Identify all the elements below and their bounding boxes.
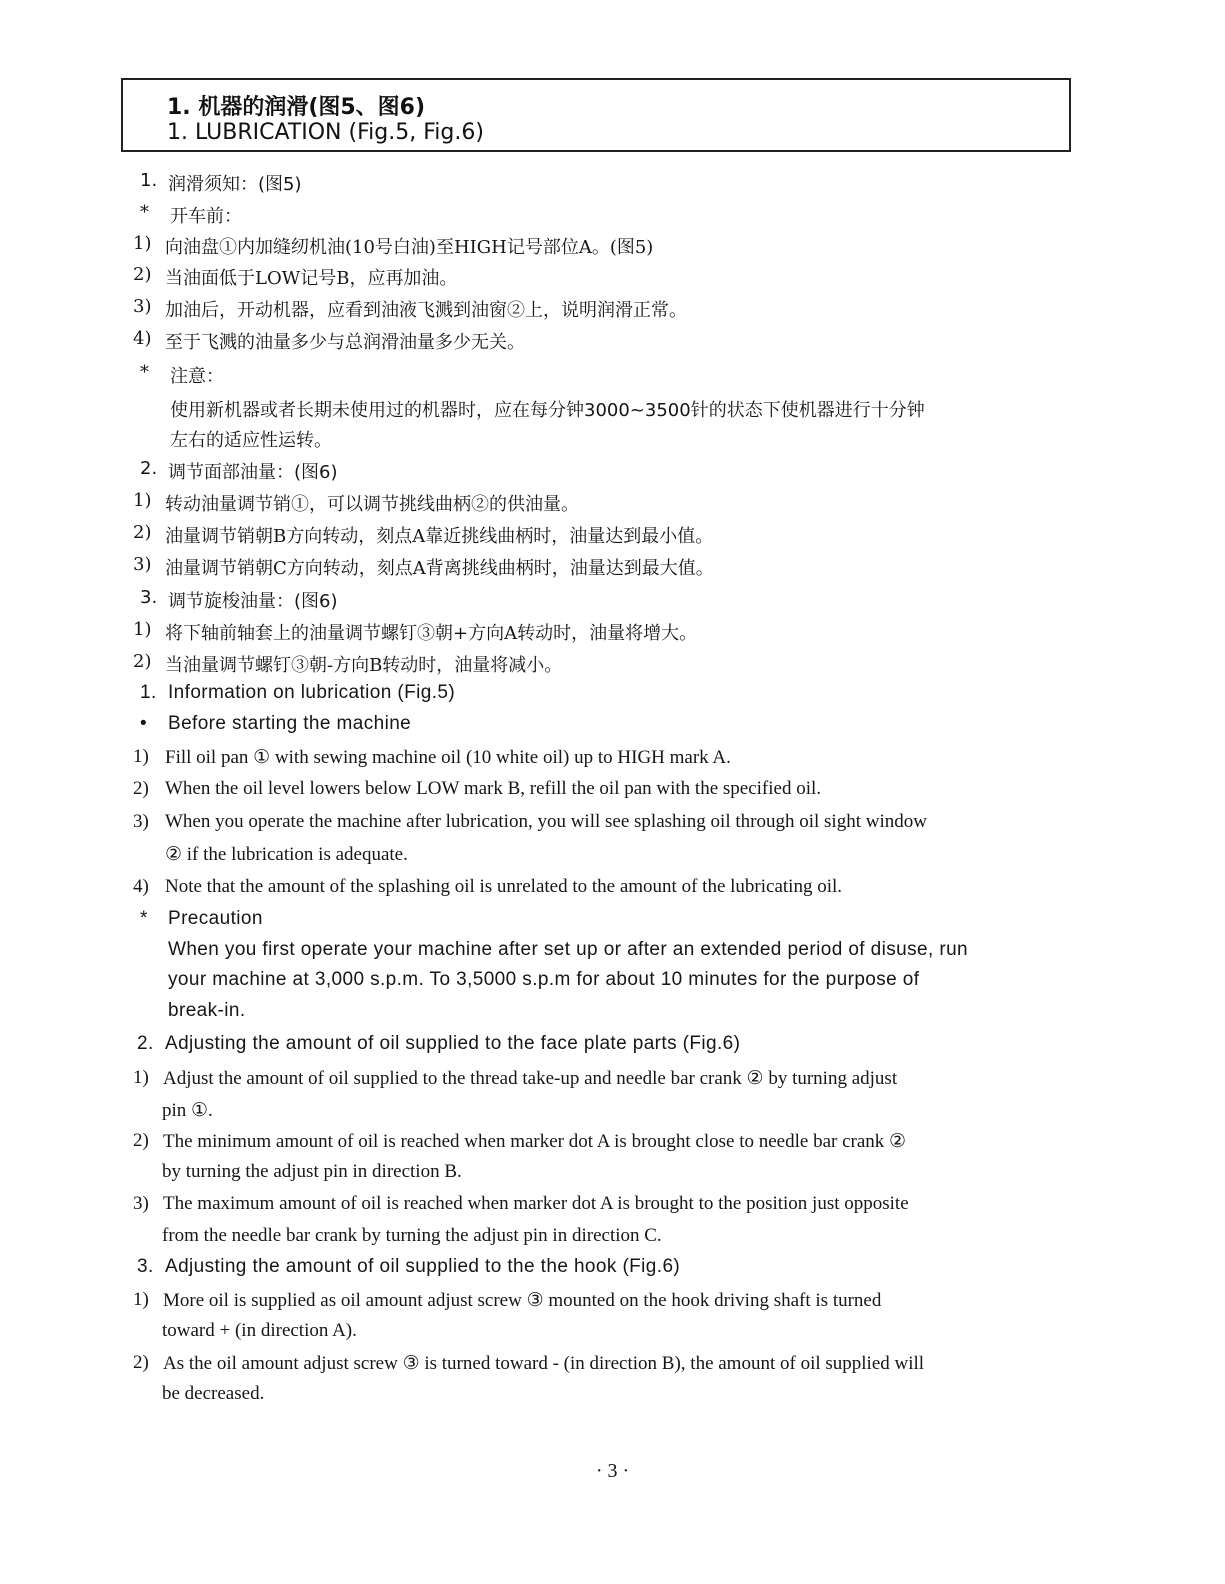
header-title-english: 1. LUBRICATION (Fig.5, Fig.6) xyxy=(167,120,484,145)
page-number: · 3 · xyxy=(595,1460,630,1482)
en-precaution-line-2: your machine at 3,000 s.p.m. To 3,5000 s.p.m for about 10 minutes for the purpose of xyxy=(168,969,920,990)
en-item-continuation: pin ①. xyxy=(162,1100,213,1121)
header-title-chinese: 1. 机器的润滑(图5、图6) xyxy=(167,95,426,120)
en-item-continuation: be decreased. xyxy=(162,1383,265,1404)
section-header-box xyxy=(121,78,1071,152)
cn-note-line-1: 使用新机器或者长期未使用过的机器时，应在每分钟3000~3500针的状态下使机器进行十分钟 xyxy=(170,400,925,421)
en-precaution-line-1: When you first operate your machine after set up or after an extended period of disuse, run xyxy=(168,939,968,960)
en-item-continuation: by turning the adjust pin in direction B. xyxy=(162,1161,462,1182)
en-item-continuation: from the needle bar crank by turning the adjust pin in direction C. xyxy=(162,1225,662,1246)
cn-note-line-2: 左右的适应性运转。 xyxy=(170,430,332,451)
en-item-continuation: ② if the lubrication is adequate. xyxy=(165,844,408,865)
en-item-continuation: toward + (in direction A). xyxy=(162,1320,357,1341)
en-precaution-line-3: break-in. xyxy=(168,1000,246,1021)
